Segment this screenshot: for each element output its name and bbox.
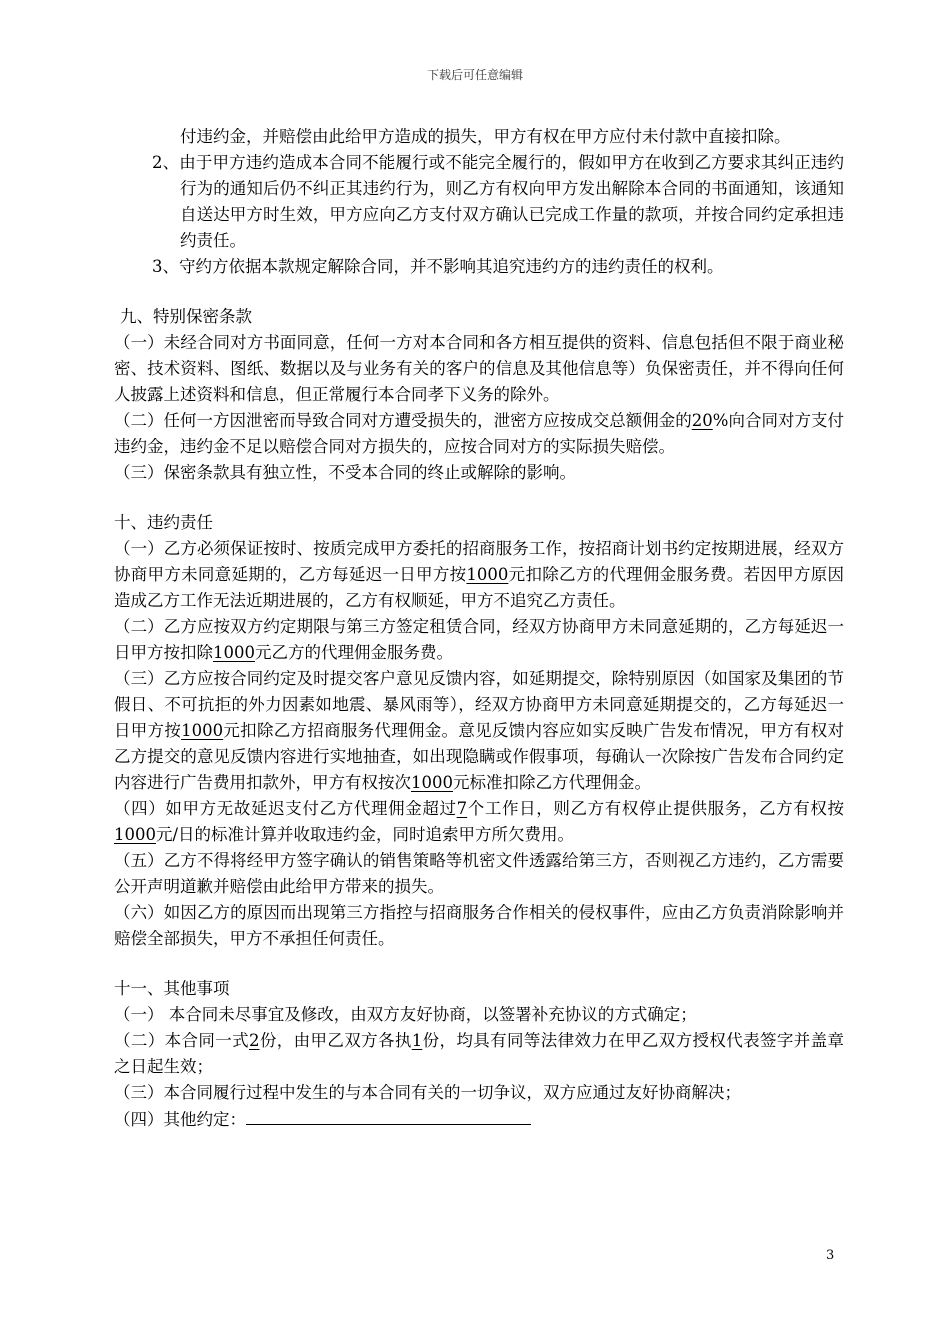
s10-clause-3: （三）乙方应按合同约定及时提交客户意见反馈内容，如延期提交，除特别原因（如国家及集团的节假日、不可抗拒的外力因素如地震、暴风雨等），经双方协商甲方未同意延期提交的，乙方每延迟一日甲方按1000元扣除乙方招商服务代理佣金。意见反馈内容应如实反映广告发布情况，甲方有权对乙方提交的意见反馈内容进行实地抽查，如出现隐瞒或作假事项，每确认一次除按广告发布合同约定内容进行广告费用扣款外，甲方有权按次1000元标准扣除乙方代理佣金。 [114, 669, 845, 792]
s9-clause-3: （三）保密条款具有独立性，不受本合同的终止或解除的影响。 [114, 463, 576, 482]
s10-clause-4: （四）如甲方无故延迟支付乙方代理佣金超过7个工作日，则乙方有权停止提供服务，乙方有权按1000元/日的标准计算并收取违约金，同时追索甲方所欠费用。 [114, 799, 845, 844]
days-value: 7 [456, 799, 468, 818]
document-body [114, 124, 844, 1133]
clause-item-3: 3、守约方依据本款规定解除合同，并不影响其追究违约方的违约责任的权利。 [152, 257, 724, 276]
s11-clause-2: （二）本合同一式2份，由甲乙双方各执1份，均具有同等法律效力在甲乙双方授权代表签字并盖章之日起生效； [114, 1031, 845, 1076]
section-10-title: 十、违约责任 [114, 513, 213, 532]
section-9-title: 九、特别保密条款 [120, 307, 252, 326]
amount-value: 1000 [411, 773, 453, 792]
amount-value: 1000 [466, 565, 509, 584]
s11-clause-4: （四）其他约定： [114, 1106, 844, 1133]
continued-paragraph: 付违约金，并赔偿由此给甲方造成的损失，甲方有权在甲方应付未付款中直接扣除。 [180, 127, 791, 146]
page-header: 下载后可任意编辑 [426, 68, 523, 82]
amount-value: 1000 [114, 825, 156, 844]
amount-value: 1000 [181, 721, 224, 740]
s10-clause-1: （一）乙方必须保证按时、按质完成甲方委托的招商服务工作，按招商计划书约定按期进展，经双方协商甲方未同意延期的，乙方每延迟一日甲方按1000元扣除乙方的代理佣金服务费。若因甲方原因造成乙方工作无法近期进展的，乙方有权顺延，甲方不追究乙方责任。 [114, 539, 845, 610]
s10-clause-6: （六）如因乙方的原因而出现第三方指控与招商服务合作相关的侵权事件，应由乙方负责消除影响并赔偿全部损失，甲方不承担任何责任。 [114, 903, 844, 948]
s10-clause-5: （五）乙方不得将经甲方签字确认的销售策略等机密文件透露给第三方，否则视乙方违约，乙方需要公开声明道歉并赔偿由此给甲方带来的损失。 [114, 851, 844, 896]
s9-clause-1: （一）未经合同对方书面同意，任何一方对本合同和各方相互提供的资料、信息包括但不限于商业秘密、技术资料、图纸、数据以及与业务有关的客户的信息及其他信息等）负保密责任，并不得向任何人披露上述资料和信息，但正常履行本合同孝下义务的除外。 [114, 333, 844, 404]
fill-in-blank[interactable] [246, 1106, 531, 1125]
clause-item-2: 2、由于甲方违约造成本合同不能履行或不能完全履行的，假如甲方在收到乙方要求其纠正违约行为的通知后仍不纠正其违约行为，则乙方有权向甲方发出解除本合同的书面通知，该通知自送达甲方时生效，甲方应向乙方支付双方确认已完成工作量的款项，并按合同约定承担违约责任。 [152, 153, 844, 250]
s9-clause-2: （二）任何一方因泄密而导致合同对方遭受损失的，泄密方应按成交总额佣金的20%向合同对方支付违约金，违约金不足以赔偿合同对方损失的，应按合同对方的实际损失赔偿。 [114, 411, 844, 456]
s11-clause-3: （三）本合同履行过程中发生的与本合同有关的一切争议，双方应通过友好协商解决； [114, 1083, 741, 1102]
s11-clause-1: （一） 本合同未尽事宜及修改，由双方友好协商，以签署补充协议的方式确定； [114, 1005, 697, 1024]
section-11-title: 十一、其他事项 [114, 979, 230, 998]
copies-each-value: 1 [411, 1031, 423, 1050]
copies-value: 2 [248, 1031, 260, 1050]
amount-value: 1000 [213, 643, 255, 662]
page-number: 3 [826, 1248, 835, 1263]
penalty-percent: 20 [691, 411, 713, 430]
s10-clause-2: （二）乙方应按双方约定期限与第三方签定租赁合同，经双方协商甲方未同意延期的，乙方每延迟一日甲方按扣除1000元乙方的代理佣金服务费。 [114, 617, 844, 662]
